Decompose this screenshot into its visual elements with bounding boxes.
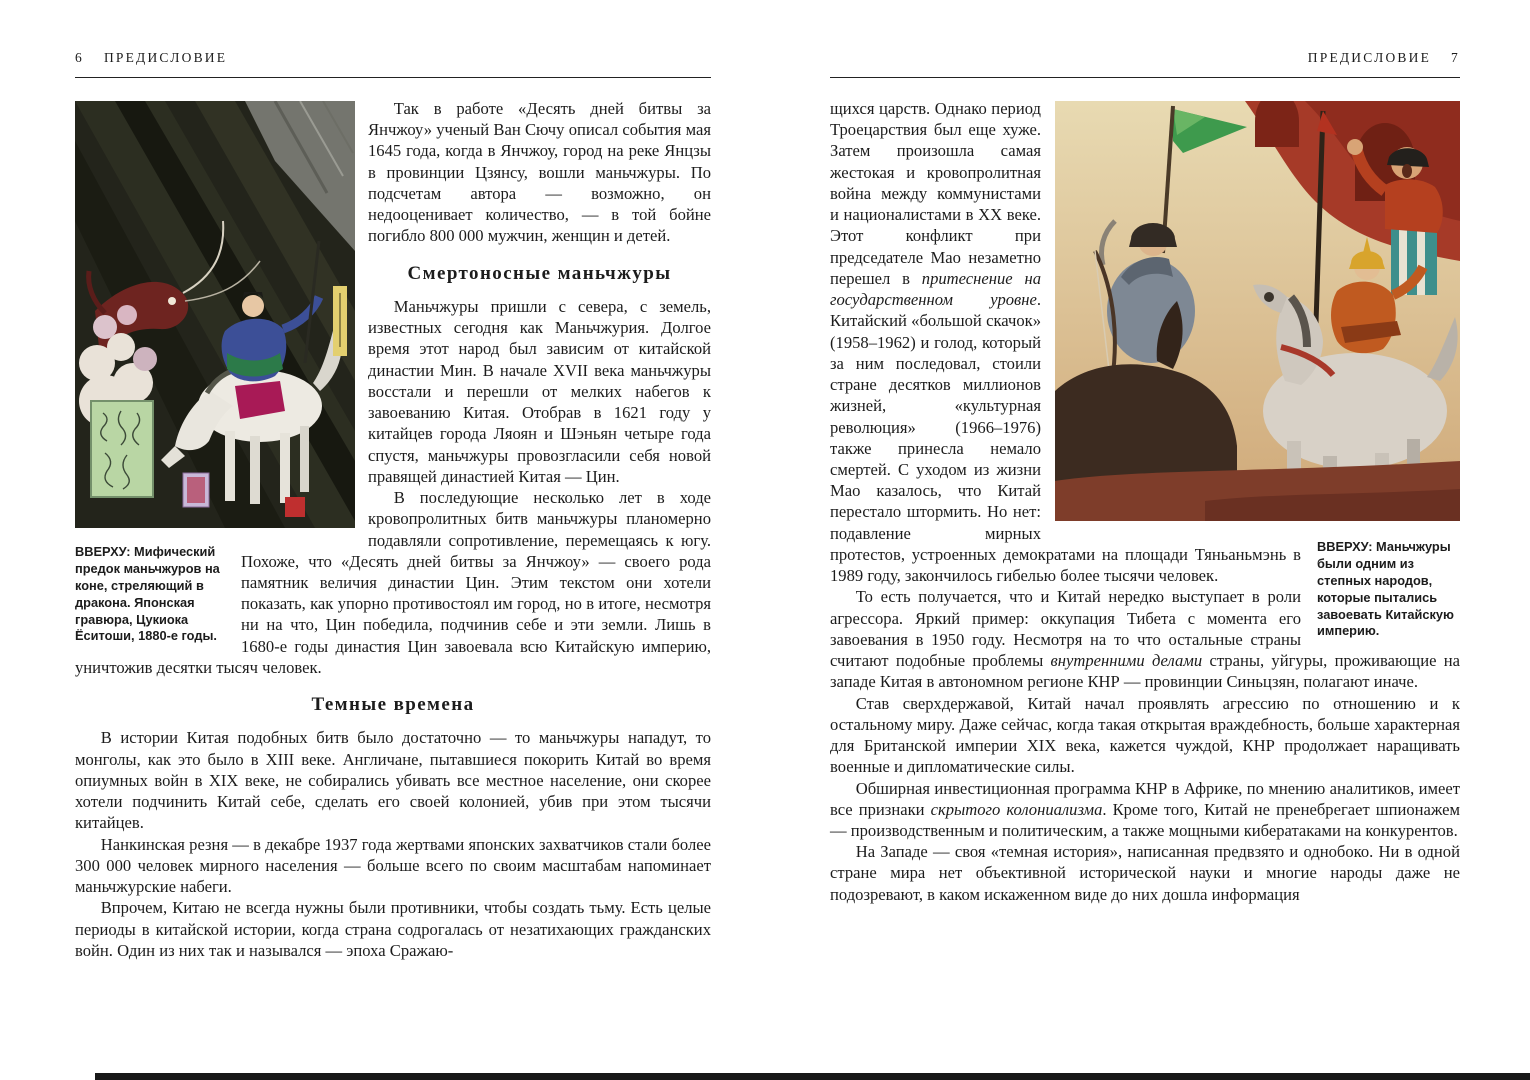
left-article <box>75 98 711 961</box>
running-title-left: ПРЕДИСЛОВИЕ <box>103 50 228 65</box>
woodblock-print-illustration <box>75 101 355 528</box>
battle-painting-illustration <box>1055 101 1460 521</box>
woodblock-print-art <box>75 101 355 528</box>
page-number-left: 6 <box>75 50 84 65</box>
left-illustration-caption: ВВЕРХУ: Мифический предок маньчжуров на коне, стреляющий в дракона. Японская гравюра, Цукиока Ёситоши, 1880-е годы. <box>75 544 220 644</box>
running-head-right <box>830 50 1460 78</box>
paragraph: Нанкинская резня — в декабре 1937 года жертвами японских захватчиков стали более 300 000 человек мирного населения — больше всего по своим масштабам напоминает маньчжурские набеги. <box>75 834 711 897</box>
page-left <box>75 50 711 961</box>
paragraph: Маньчжуры пришли с севера, с земель, известных сегодня как Маньчжурия. Долгое время этот народ был зависим от китайской династии Мин. В начале XVII века маньчжуры восстали и перешли от мелких набегов к завоеванию Китая. Отобрав в 1621 году у китайцев города Ляоян и Шэньян четыре года спустя, маньчжуры провозгласили себя новой правящей династией Китая — Цин. <box>368 296 711 486</box>
paragraph: На Западе — своя «темная история», написанная предвзято и однобоко. Ни в одной стране мира нет объективной исторической науки и многие народы даже не подозревают, в каком искаженном виде до них дошла информация <box>830 842 1460 904</box>
running-title-right: ПРЕДИСЛОВИЕ <box>1307 50 1432 65</box>
book-edge-shadow <box>95 1073 1530 1080</box>
right-illustration-caption: ВВЕРХУ: Маньчжуры были одним из степных народов, которые пытались завоевать Китайскую империю. <box>1317 539 1454 639</box>
paragraph: То есть получается, что и Китай нередко выступает в роли агрессора. Яркий пример: оккупация Тибета с момента его завоевания в 1950 году. Несмотря на то что остальные страны считают подобные проблемы внутренними делами страны, уйгуры, проживающие на западе Китая в автономном регионе КНР — провинции Синьцзян, полагают иначе. <box>830 587 1460 692</box>
right-article <box>830 98 1460 905</box>
paragraph: В истории Китая подобных битв было достаточно — то маньчжуры нападут, то монголы, как это было в XIII веке. Англичане, пытавшиеся покорить Китай во время опиумных войн в XIX веке, не собирались убивать все местное население, они скорее хотели подчинить Китай себе, сделать его своей колонией, убив при этом тысячи китайцев. <box>75 728 711 833</box>
battle-painting-art <box>1055 101 1460 521</box>
text-cartouche <box>91 401 153 497</box>
running-head-left <box>75 50 711 78</box>
section-heading: Смертоносные маньчжуры <box>407 262 672 284</box>
paragraph: Став сверхдержавой, Китай начал проявлять агрессию по отношению и к остальному миру. Даже сейчас, когда такая открытая враждебность, больше характерная для Британской империи XIX века, кажется чуждой, КНР продолжает наращивать военные и дипломатические силы. <box>830 693 1460 777</box>
paragraph: В последующие несколько лет в ходе кровопролитных битв маньчжуры планомерно подавляли сопротивление, перемещаясь к югу. Похоже, что «Десять дней битвы за Янчжоу» — своего рода памятник величия династии Цин. Этим текстом они хотели показать, как упорно противостоял им город, но в итоге, несмотря ни на что, Цин победила, подчинив себе и эти земли. Лишь в 1680-е годы династия Цин завоевала всю Китайскую империю, уничтожив десятки тысяч человек. <box>75 488 711 677</box>
paragraph: Впрочем, Китаю не всегда нужны были противники, чтобы создать тьму. Есть целые периоды в китайской истории, когда страна содрогалась от незатихающих гражданских войн. Один из них так и назывался — эпоха Сражаю- <box>75 898 711 960</box>
paragraph: Так в работе «Десять дней битвы за Янчжоу» ученый Ван Сючу описал события мая 1645 года, когда в Янчжоу, город на реке Янцзы в провинции Цзянсу, вошли маньчжуры. По подсчетам автора — возможно, он недооценивает количество, — в той бойне погибло 800 000 мужчин, женщин и детей. <box>368 99 711 246</box>
section-heading: Темные времена <box>311 694 475 716</box>
paragraph: Обширная инвестиционная программа КНР в Африке, по мнению аналитиков, имеет все признаки скрытого колониализма. Кроме того, Китай не пренебрегает шпионажем — производственным и политическим, а также мощными кибератаками на конкурентов. <box>830 778 1460 840</box>
page-number-right: 7 <box>1451 50 1460 65</box>
paragraph: щихся царств. Однако период Троецарствия был еще хуже. Затем произошла самая жестокая и кровопролитная война между коммунистами и националистами в XX веке. Этот конфликт при председателе Мао незаметно перешел в притеснение на государственном уровне. Китайский «большой скачок» (1958–1962) и голод, который за ним последовал, стоили стране десятков миллионов жизней, «культурная революция» (1966–1976) также принесла немало смертей. С уходом из жизни Мао казалось, что Китай перестало штормить. Но нет: подавление мирных протестов, устроенных демократами на площади Тяньаньмэнь в 1989 году, закончилось гибелью более тысячи человек. <box>830 99 1301 586</box>
page-right <box>830 50 1460 905</box>
